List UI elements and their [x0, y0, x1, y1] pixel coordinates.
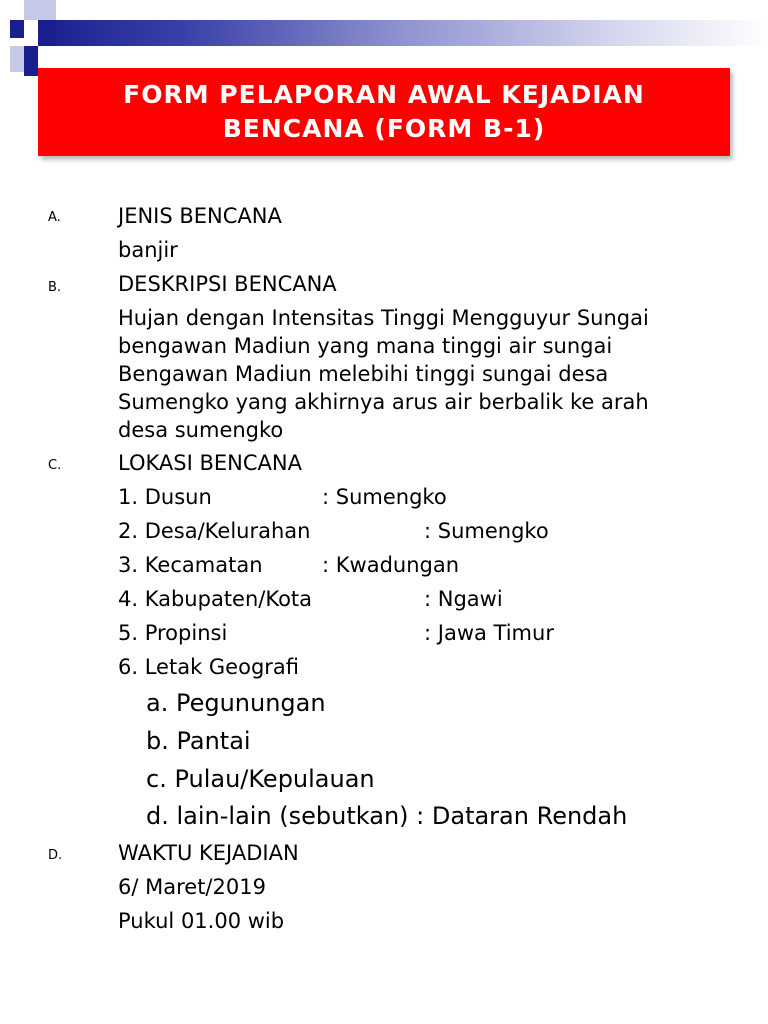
deskripsi-line: desa sumengko	[118, 418, 284, 442]
lokasi-label: 2. Desa/Kelurahan	[118, 519, 311, 543]
deskripsi-line: Sumengko yang akhirnya arus air berbalik ke arah	[118, 390, 649, 414]
deco-square	[38, 20, 56, 46]
section-heading-waktu: WAKTU KEJADIAN	[118, 841, 299, 865]
deskripsi-text	[118, 304, 748, 444]
lokasi-value: : Sumengko	[322, 485, 447, 509]
lokasi-item	[118, 586, 312, 612]
section-marker-d: D.	[48, 848, 63, 863]
title-line-1: FORM PELAPORAN AWAL KEJADIAN	[123, 80, 645, 109]
lokasi-label: 6. Letak Geografi	[118, 655, 300, 679]
gradient-bar	[38, 20, 768, 46]
jenis-value: banjir	[118, 238, 178, 262]
lokasi-label: 4. Kabupaten/Kota	[118, 587, 313, 611]
deco-square	[38, 0, 56, 20]
lokasi-label: 1. Dusun	[118, 485, 212, 509]
title-line-2: BENCANA (FORM B-1)	[222, 114, 546, 143]
section-marker-b: B.	[48, 280, 62, 295]
deskripsi-line: bengawan Madiun yang mana tinggi air sungai	[118, 334, 613, 358]
section-marker-a: A.	[48, 210, 61, 225]
waktu-time: Pukul 01.00 wib	[118, 909, 285, 933]
lokasi-value: : Jawa Timur	[424, 621, 554, 645]
lokasi-item	[118, 484, 212, 510]
geografi-option: b. Pantai	[146, 727, 251, 755]
lokasi-value: : Ngawi	[424, 587, 503, 611]
section-heading-jenis: JENIS BENCANA	[118, 204, 282, 228]
waktu-date: 6/ Maret/2019	[118, 875, 266, 899]
lokasi-item	[118, 518, 310, 544]
lokasi-item	[118, 620, 227, 646]
lokasi-item	[118, 552, 263, 578]
deco-square	[24, 20, 38, 46]
geografi-option: c. Pulau/Kepulauan	[146, 765, 375, 793]
deskripsi-line: Hujan dengan Intensitas Tinggi Mengguyur Sungai	[118, 306, 649, 330]
geografi-option: d. lain-lain (sebutkan) : Dataran Rendah	[146, 802, 628, 830]
section-heading-deskripsi: DESKRIPSI BENCANA	[118, 272, 337, 296]
deco-square	[10, 20, 24, 38]
lokasi-item	[118, 654, 299, 680]
deco-square	[24, 0, 38, 20]
deco-square	[10, 46, 24, 72]
deskripsi-line: Bengawan Madiun melebihi tinggi sungai desa	[118, 362, 609, 386]
section-marker-c: C.	[48, 458, 62, 473]
lokasi-label: 3. Kecamatan	[118, 553, 263, 577]
title-banner	[38, 68, 730, 156]
lokasi-value: : Sumengko	[424, 519, 549, 543]
deco-square	[24, 46, 38, 76]
geografi-option: a. Pegunungan	[146, 689, 326, 717]
lokasi-value: : Kwadungan	[322, 553, 460, 577]
lokasi-label: 5. Propinsi	[118, 621, 228, 645]
section-heading-lokasi: LOKASI BENCANA	[118, 451, 302, 475]
